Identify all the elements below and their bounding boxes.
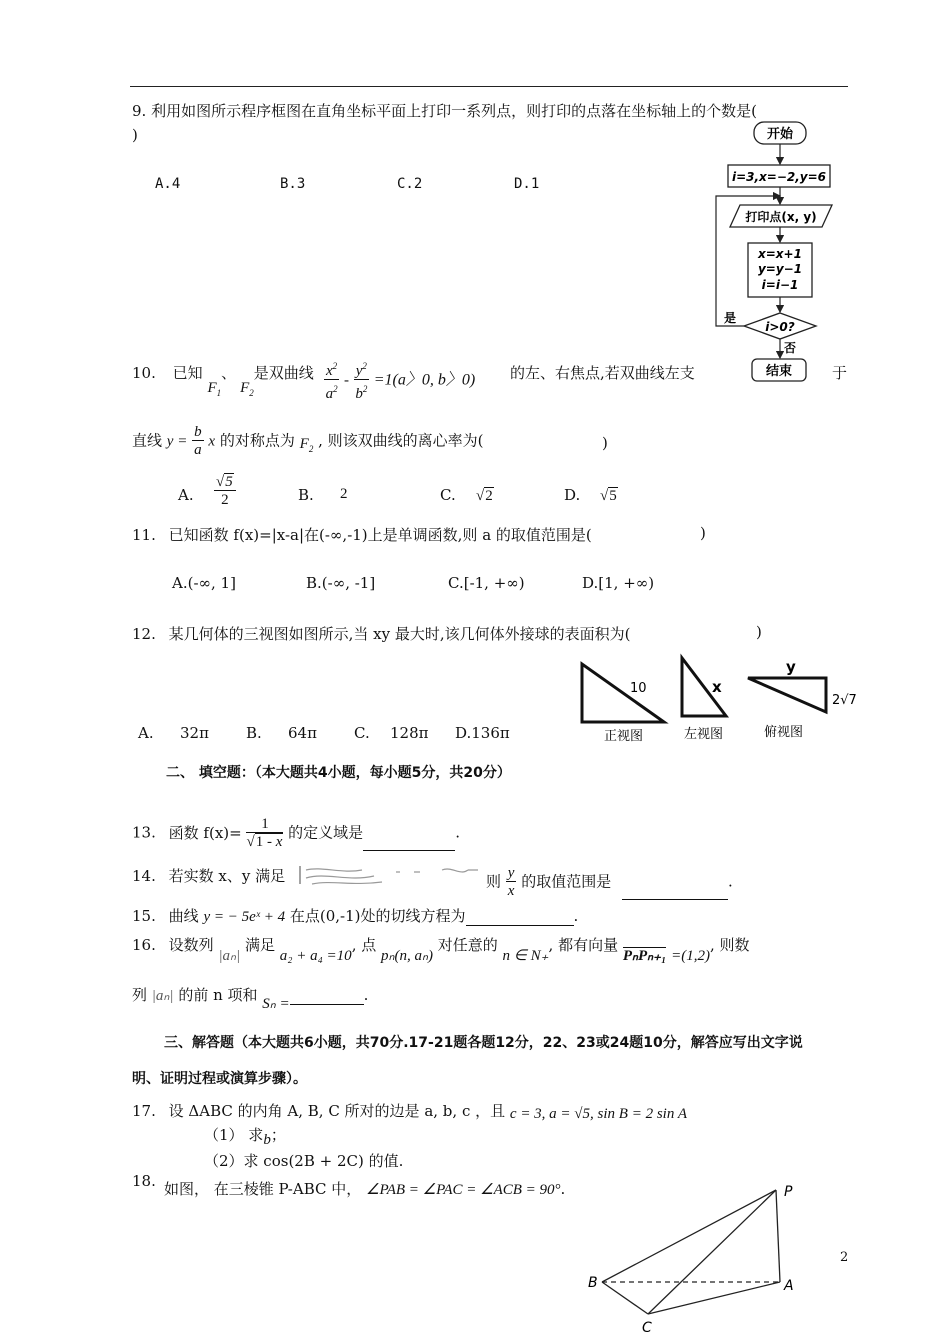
q16-point: pₙ(n, aₙ) [381, 948, 433, 964]
q10-option-c: √2 [476, 488, 493, 504]
q12-stem: 某几何体的三视图如图所示,当 xy 最大时,该几何体外接球的表面积为( [168, 625, 631, 643]
flow-update-1: x=x+1 [758, 247, 802, 261]
flow-start: 开始 [766, 127, 794, 142]
side-view-length: x [712, 678, 722, 696]
flow-yes: 是 [724, 311, 737, 325]
edge-pa [776, 1190, 780, 1282]
q14-text [132, 865, 285, 886]
q18-stem: 如图， 在三棱锥 P-ABC 中， [164, 1180, 362, 1198]
q11-end: ) [700, 524, 706, 542]
q10-line2-pre: 直线 [132, 431, 163, 450]
q13-fraction: $\frac{1}{√1 - x}$ [246, 816, 283, 850]
top-view-label: 俯视图 [764, 725, 804, 740]
q16-pre: 设数列 [168, 936, 214, 954]
q12-option-a-label: A. [138, 724, 154, 742]
flow-update-3: i=i−1 [761, 278, 799, 292]
q10-tail: 的左、右焦点,若双曲线左支 [510, 364, 695, 382]
q17-number: 17. [132, 1102, 156, 1120]
q10-f2: $F_2$ [240, 380, 254, 398]
q18-number: 18. [132, 1172, 156, 1190]
q16-line2: 列 |aₙ| 的前 n 项和 Sₙ = . [132, 986, 369, 1012]
top-view-triangle [748, 678, 826, 712]
q11-stem: 已知函数 f(x)=|x-a|在(-∞,-1)上是单调函数,则 a 的取值范围是( [168, 526, 592, 544]
pyramid-figure [580, 1178, 810, 1340]
top-view-side: 2√7 [832, 693, 857, 708]
q10-hyperbola: $\frac{x^2}{a^2}$ - $\frac{y^2}{b^2}$ =1(a〉0, b〉0) [324, 358, 475, 403]
q13-text: 13. 函数 f(x)= $\frac{1}{√1 - x}$ 的定义域是 . [132, 816, 460, 850]
q10-tail2: 于 [832, 364, 848, 382]
q10-option-b: 2 [340, 486, 348, 502]
q18-text: 如图， 在三棱锥 P-ABC 中， ∠PAB = ∠PAC = ∠ACB = 90°. [164, 1180, 566, 1198]
q9-option-d: D.1 [514, 176, 540, 192]
q11-option-a: A.(-∞, 1] [172, 574, 236, 592]
q9-option-c: C.2 [397, 176, 423, 192]
q9-stem: 利用如图所示程序框图在直角坐标平面上打印一系列点，则打印的点落在坐标轴上的个数是( [151, 102, 757, 120]
q17-text [132, 1100, 687, 1121]
edge-pb [602, 1190, 776, 1282]
q14-post: 的取值范围是 [521, 872, 612, 891]
q10-eq-rhs: =1(a〉0, b〉0) [373, 371, 476, 389]
q12-option-c-label: C. [354, 724, 370, 742]
q9-text [132, 100, 757, 121]
q17-part1: （1） 求b； [204, 1126, 286, 1148]
q17-part2: （2）求 cos(2B + 2C) 的值. [204, 1152, 404, 1170]
q13-pre: 函数 f(x)= [168, 823, 242, 842]
flow-no: 否 [784, 341, 797, 355]
q15-number: 15. [132, 907, 156, 925]
front-view-triangle [582, 664, 664, 722]
q12-option-b: 64π [288, 724, 317, 742]
front-view-length: 10 [630, 681, 647, 696]
q10-line1 [132, 362, 314, 398]
vertex-a: A [784, 1278, 794, 1294]
q10-sep: 、 [221, 364, 237, 382]
q11-number: 11. [132, 526, 156, 544]
q10-f1: $F_1$ [207, 380, 222, 398]
front-view-label: 正视图 [604, 729, 644, 744]
q13-number: 13. [132, 823, 156, 842]
q10-mid: 是双曲线 [253, 364, 314, 382]
section2-heading: 二、 填空题：（本大题共4小题，每小题5分，共20分） [166, 765, 511, 781]
q11-text [132, 524, 592, 545]
q16-line1: 16. 设数列 |aₙ| 满足 a₂ + a₄ =10, 点 pₙ(n, aₙ) 对任意的 n ∈ N₊, 都有向量 PₙPₙ₊₁ =(1,2), 则数 [132, 936, 750, 964]
q16-nset: n ∈ N₊ [502, 948, 549, 964]
q9-stem-end: ) [132, 126, 138, 144]
q10-option-d-label: D. [564, 486, 581, 504]
q10-option-a-label: A. [178, 486, 194, 504]
q18-cond: ∠PAB = ∠PAC = ∠ACB = 90° [366, 1182, 561, 1198]
q13-blank [363, 832, 455, 851]
q10-line2-mid: 的对称点为 [219, 431, 295, 450]
vertex-c: C [642, 1320, 652, 1336]
page-number: 2 [840, 1250, 849, 1265]
q12-option-c: 128π [390, 724, 429, 742]
flow-init: i=3,x=−2,y=6 [731, 170, 827, 184]
flow-cond: i>0? [765, 320, 795, 334]
q14-blank [622, 881, 728, 900]
q15-post: 在点(0,-1)处的切线方程为 [289, 907, 466, 925]
q10-option-d: √5 [600, 488, 617, 504]
q16-vector-value: =(1,2) [671, 948, 710, 964]
q9-option-b: B.3 [280, 176, 306, 192]
q10-number: 10. [132, 364, 156, 382]
edge-bc [602, 1282, 648, 1314]
q10-option-c-label: C. [440, 486, 456, 504]
q17-stem: 设 ΔABC 的内角 A, B, C 所对的边是 a, b, c ，且 [168, 1102, 506, 1120]
top-view-length: y [786, 658, 796, 676]
q12-number: 12. [132, 625, 156, 643]
q16-cond: a₂ + a₄ =10 [279, 948, 352, 964]
q16-blank [290, 986, 364, 1005]
vertex-p: P [784, 1184, 793, 1200]
q10-line2-end: ) [602, 434, 608, 452]
q16-number: 16. [132, 936, 156, 954]
q15-blank [466, 907, 574, 926]
q9-number: 9. [132, 102, 147, 120]
q12-option-d: D.136π [455, 724, 510, 742]
q10-pre: 已知 [172, 364, 203, 382]
q15-pre: 曲线 [168, 907, 199, 925]
edge-ac [648, 1282, 780, 1314]
q11-option-c: C.[-1, +∞) [448, 574, 525, 592]
q11-option-d: D.[1, +∞) [582, 574, 655, 592]
q10-option-b-label: B. [298, 486, 314, 504]
q12-option-a: 32π [180, 724, 209, 742]
section3-heading-2: 明、证明过程或演算步骤）。 [132, 1071, 307, 1087]
section3-heading-1: 三、解答题（本大题共6小题，共70分.17-21题各题12分，22、23或24题10分，解答应写出文字说 [164, 1035, 803, 1051]
flowchart [708, 116, 848, 386]
q10-line2-post: , 则该双曲线的离心率为( [318, 431, 484, 450]
side-view-label: 左视图 [684, 727, 724, 742]
q15-text: 15. 曲线 y = − 5eˣ + 4 在点(0,-1)处的切线方程为 . [132, 907, 579, 925]
vertex-b: B [588, 1275, 598, 1291]
q16-m1: 满足 [244, 936, 275, 954]
header-rule [130, 86, 848, 87]
three-views [572, 652, 868, 746]
flow-update-2: y=y−1 [757, 262, 803, 276]
q10-line2: 直线 y = $\frac{b}{a}$ x 的对称点为 $F_2$ , 则该双曲线的离心率为( [132, 424, 484, 458]
q13-post: 的定义域是 [288, 823, 364, 842]
q10-option-a: $\frac{√5}{2}$ [214, 474, 236, 509]
q12-text [132, 623, 631, 644]
q15-equation: y = − 5eˣ + 4 [203, 909, 286, 925]
edge-pc [648, 1190, 776, 1314]
q11-option-b: B.(-∞, -1] [306, 574, 376, 592]
flow-end: 结束 [765, 364, 793, 379]
q14-pre: 若实数 x、y 满足 [168, 867, 286, 885]
q17-cond: c = 3, a = √5, sin B = 2 sin A [509, 1106, 687, 1122]
q14-mid: 则 $\frac{y}{x}$ 的取值范围是 . [486, 865, 733, 899]
q16-vector: PₙPₙ₊₁ [622, 948, 667, 964]
flow-print: 打印点(x, y) [745, 210, 817, 224]
q14-number: 14. [132, 867, 156, 885]
q14-constraints-garbled [292, 862, 488, 888]
q12-option-b-label: B. [246, 724, 262, 742]
q12-end: ) [756, 623, 762, 641]
q9-option-a: A.4 [155, 176, 181, 192]
q16-sn: Sₙ = [262, 996, 290, 1012]
